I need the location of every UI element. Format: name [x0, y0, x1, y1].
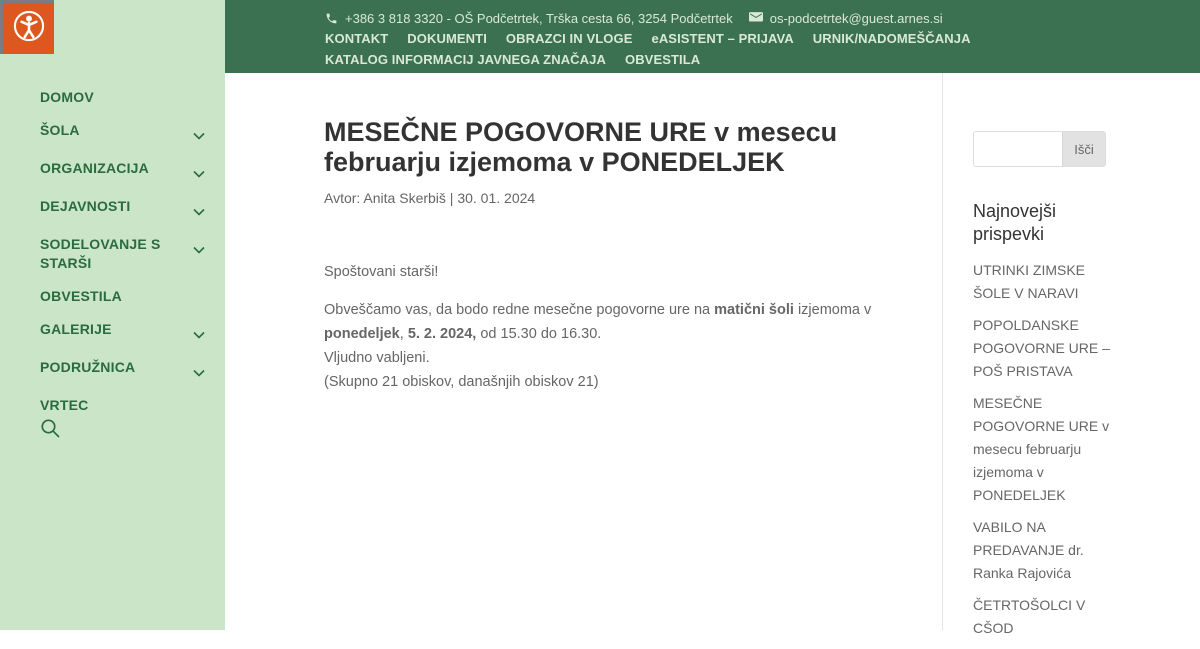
- sidebar-item-label: ŠOLA: [40, 122, 80, 138]
- topbar-item-urnik-nadomescanja[interactable]: URNIK/NADOMEŠČANJA: [812, 31, 971, 46]
- sidebar-item-label: SODELOVANJE S STARŠI: [40, 236, 161, 271]
- sidebar-item-domov[interactable]: [40, 88, 205, 107]
- sidebar-item-organizacija[interactable]: [40, 159, 205, 183]
- recent-posts-heading: Najnovejši prispevki: [973, 201, 1057, 244]
- paragraph-greeting: Spoštovani starši!: [324, 264, 439, 280]
- phone-address-text: +386 3 818 3320 - OŠ Podčetrtek, Trška cesta 66, 3254 Podčetrtek: [345, 10, 733, 26]
- list-item: [973, 314, 1113, 383]
- article: [324, 117, 944, 408]
- sidebar-item-galerije[interactable]: [40, 320, 205, 344]
- sidebar-item-label: ORGANIZACIJA: [40, 160, 149, 176]
- right-sidebar: [973, 131, 1113, 649]
- chevron-down-icon: [193, 241, 205, 259]
- sidebar-item-label: VRTEC: [40, 397, 89, 413]
- chevron-down-icon: [193, 326, 205, 344]
- paragraph-invite: Vljudno vabljeni.: [324, 350, 430, 366]
- recent-post-link[interactable]: VABILO NA PREDAVANJE dr. Ranka Rajovića: [973, 519, 1084, 581]
- main-content-area: [225, 73, 1200, 636]
- chevron-down-icon: [193, 127, 205, 145]
- topbar-item-obvestila[interactable]: OBVESTILA: [624, 52, 701, 67]
- topbar-item-kontakt[interactable]: KONTAKT: [325, 31, 389, 46]
- sidebar-item-sodelovanje-s-starsi[interactable]: [40, 235, 205, 273]
- sidebar-item-podruznica[interactable]: [40, 358, 205, 382]
- recent-posts-list: [973, 259, 1113, 640]
- sidebar-item-vrtec[interactable]: [40, 396, 205, 415]
- recent-post-link[interactable]: ČETRTOŠOLCI V CŠOD: [973, 597, 1086, 636]
- accessibility-button[interactable]: [0, 0, 54, 54]
- email-icon: [749, 12, 763, 24]
- recent-post-link[interactable]: POPOLDANSKE POGOVORNE URE – POŠ PRISTAVA: [973, 317, 1110, 379]
- sidebar-item-label: OBVESTILA: [40, 288, 122, 304]
- email-contact[interactable]: [749, 11, 943, 26]
- left-sidebar: [0, 0, 225, 630]
- phone-icon: [325, 12, 338, 25]
- chevron-down-icon: [193, 165, 205, 183]
- sidebar-item-label: PODRUŽNICA: [40, 359, 136, 375]
- universal-access-icon: [10, 7, 48, 50]
- search-form: [973, 131, 1106, 167]
- top-header-bar: [225, 0, 1200, 73]
- post-meta: Avtor: Anita Skerbiš | 30. 01. 2024: [324, 190, 536, 206]
- sidebar-item-label: DEJAVNOSTI: [40, 198, 131, 214]
- chevron-down-icon: [193, 364, 205, 382]
- email-address-text: os-podcetrtek@guest.arnes.si: [769, 10, 943, 26]
- sidebar-item-obvestila[interactable]: [40, 287, 205, 306]
- topbar-menu-row-1: [325, 28, 1190, 49]
- sidebar-item-label: DOMOV: [40, 89, 94, 105]
- list-item: [973, 259, 1113, 305]
- sidebar-item-sola[interactable]: [40, 121, 205, 145]
- sidebar-item-label: GALERIJE: [40, 321, 112, 337]
- post-body: [324, 260, 944, 394]
- topbar-item-easistent-prijava[interactable]: eASISTENT – PRIJAVA: [651, 31, 794, 46]
- chevron-down-icon: [193, 203, 205, 221]
- recent-post-link[interactable]: MESEČNE POGOVORNE URE v mesecu februarju izjemoma v PONEDELJEK: [973, 395, 1110, 503]
- sidebar-search-button[interactable]: [40, 418, 62, 440]
- search-input[interactable]: [974, 132, 1062, 166]
- page-title: MESEČNE POGOVORNE URE v mesecu februarju izjemoma v PONEDELJEK: [324, 117, 838, 177]
- list-item: [973, 392, 1113, 507]
- list-item: [973, 516, 1113, 585]
- topbar-item-katalog-informacij[interactable]: KATALOG INFORMACIJ JAVNEGA ZNAČAJA: [325, 52, 606, 67]
- recent-post-link[interactable]: UTRINKI ZIMSKE ŠOLE V NARAVI: [973, 262, 1086, 301]
- sidebar-item-dejavnosti[interactable]: [40, 197, 205, 221]
- paragraph-notice: Obveščamo vas, da bodo redne mesečne pogovorne ure na matični šoli izjemoma v ponedeljek, 5. 2. 2024, od 15.30 do 16.30. Vljudno vabljeni. (Skupno 21 obiskov, današnjih obiskov 21): [324, 302, 872, 390]
- sidebar-nav: [0, 88, 225, 429]
- topbar-menu-row-2: [325, 49, 1190, 70]
- phone-contact: [325, 11, 733, 26]
- list-item: [973, 594, 1113, 640]
- topbar-item-obrazci-in-vloge[interactable]: OBRAZCI IN VLOGE: [505, 31, 633, 46]
- topbar-item-dokumenti[interactable]: DOKUMENTI: [407, 31, 487, 46]
- search-icon: [40, 426, 61, 443]
- visit-counter: (Skupno 21 obiskov, današnjih obiskov 21): [324, 374, 599, 390]
- search-submit-button[interactable]: Išči: [1062, 132, 1105, 166]
- topbar-contact-row: [325, 8, 1190, 28]
